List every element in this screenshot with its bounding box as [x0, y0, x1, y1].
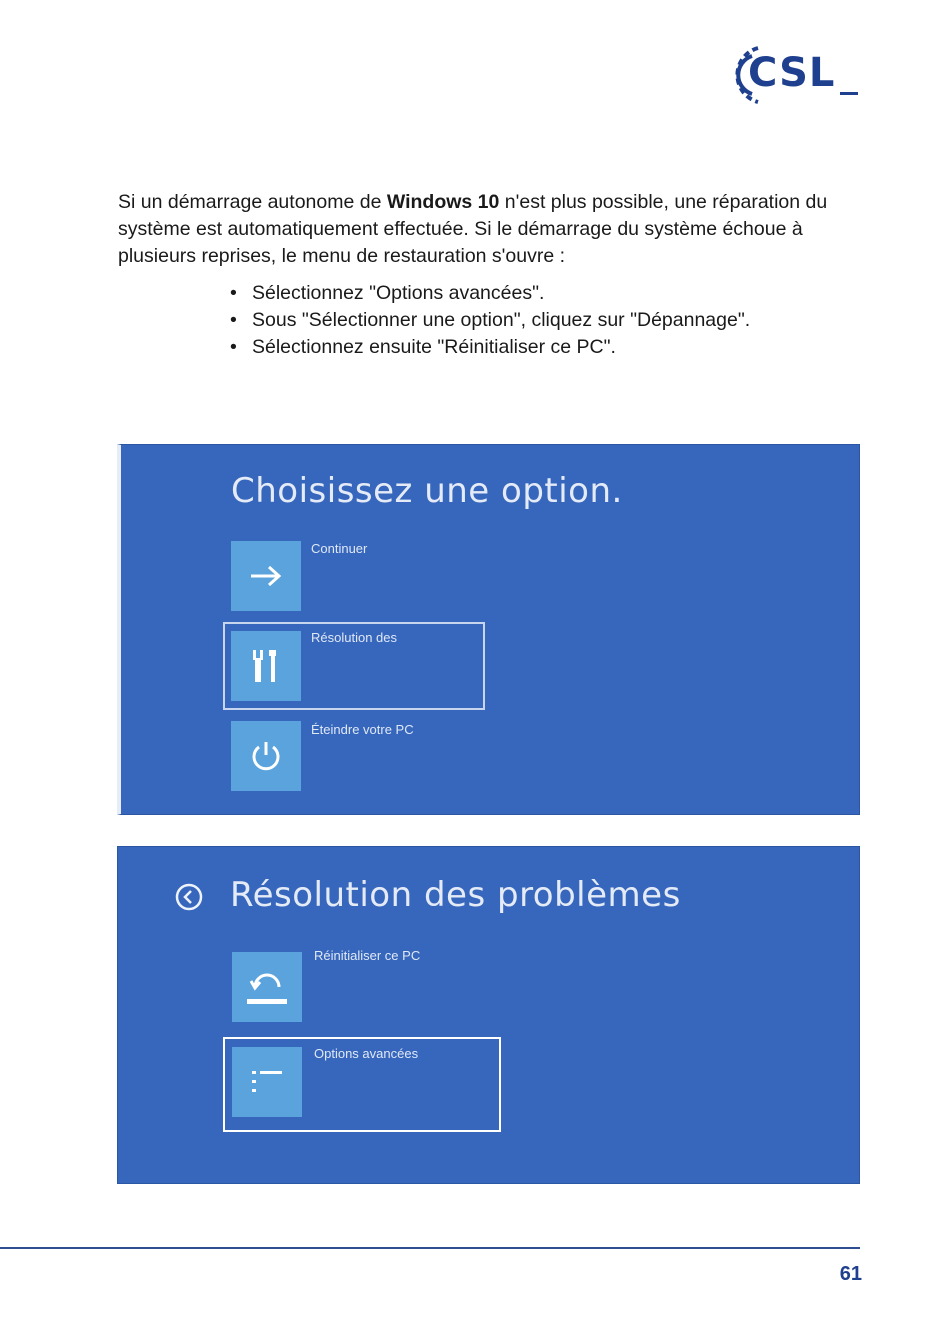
- tools-icon[interactable]: [231, 631, 301, 701]
- recovery-screen-troubleshoot: [117, 846, 860, 1184]
- tile-label-continue[interactable]: Continuer: [311, 541, 368, 556]
- footer-divider: [0, 1247, 860, 1249]
- windows-version: Windows 10: [386, 191, 500, 213]
- reset-pc-icon[interactable]: [232, 952, 302, 1022]
- logo-text: CSL: [748, 50, 836, 96]
- tile-label-troubleshoot[interactable]: Résolution des: [311, 630, 397, 645]
- checklist-icon[interactable]: [232, 1047, 302, 1117]
- screen-title: Choisissez une option.: [231, 471, 623, 511]
- screen-title: Résolution des problèmes: [230, 875, 681, 915]
- list-item: • Sélectionnez ensuite "Réinitialiser ce PC".: [230, 334, 750, 361]
- intro-paragraph: Si un démarrage autonome de Windows 10 n'est plus possible, une réparation du système est automatiquement effectuée. Si le démarrage du système échoue à plusieurs reprises, le menu de restauration s'ouvre :: [118, 191, 828, 267]
- recovery-screen-choose-option: [117, 444, 860, 815]
- tile-label-shutdown[interactable]: Éteindre votre PC: [311, 722, 414, 737]
- page-number: 61: [839, 1263, 862, 1285]
- list-item: • Sélectionnez "Options avancées".: [230, 280, 750, 307]
- list-item: • Sous "Sélectionner une option", cliquez sur "Dépannage".: [230, 307, 750, 334]
- instruction-list: [230, 280, 750, 361]
- power-icon[interactable]: [231, 721, 301, 791]
- arrow-right-icon[interactable]: [231, 541, 301, 611]
- back-icon[interactable]: [174, 882, 204, 912]
- tile-label-advanced-options[interactable]: Options avancées: [314, 1046, 419, 1061]
- tile-label-reset-pc[interactable]: Réinitialiser ce PC: [314, 948, 421, 963]
